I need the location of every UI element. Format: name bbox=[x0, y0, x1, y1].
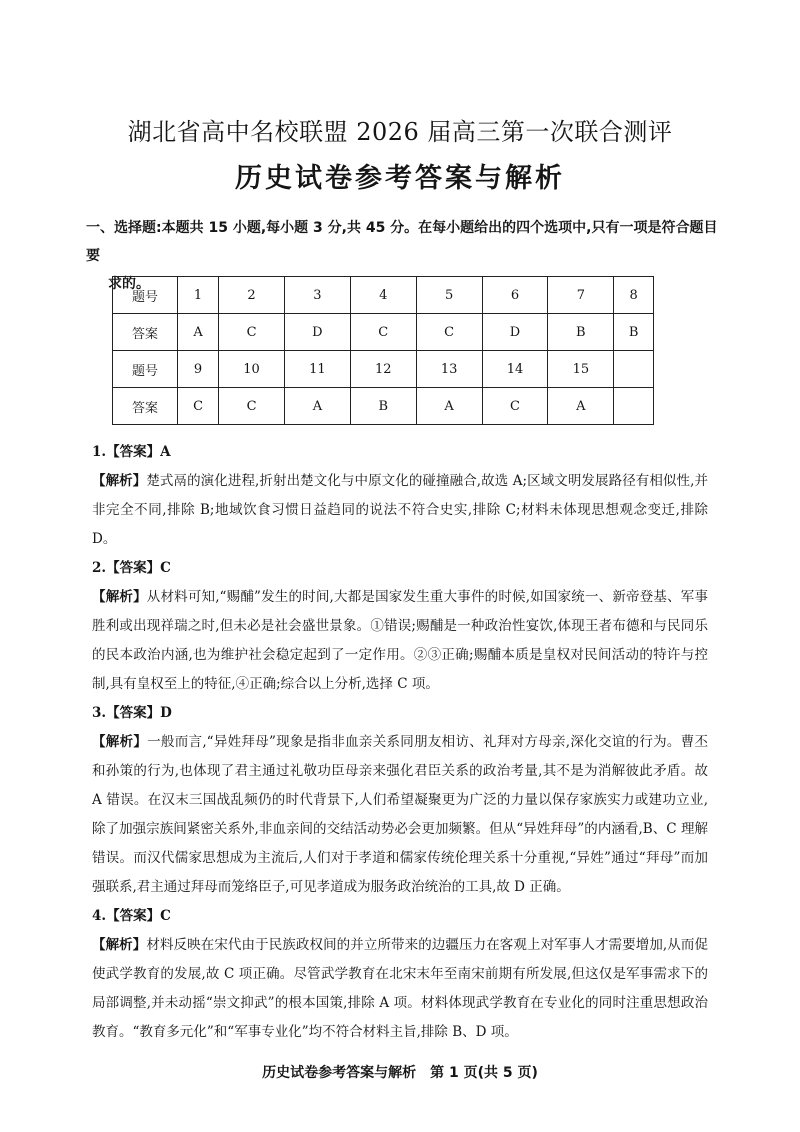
table-cell: 6 bbox=[482, 277, 548, 314]
table-cell: A bbox=[548, 388, 614, 425]
table-cell: 3 bbox=[284, 277, 350, 314]
analysis-paragraph bbox=[92, 583, 708, 699]
question-block bbox=[92, 902, 708, 1047]
number-label: 题号 bbox=[113, 277, 178, 314]
analysis-text: 一般而言,“异姓拜母”现象是指非血亲关系同朋友相访、礼拜对方母亲,深化交谊的行为。曹丕和孙策的行为,也体现了君主通过礼敬功臣母亲来强化君臣关系的政治考量,其不是为消解彼此矛盾。故 A 错误。在汉末三国战乱频仍的时代背景下,人们希望凝聚更为广泛的力量以保存家族实力或建功立业,除了加强宗族间紧密关系外,非血亲间的交结活动势必会更加频繁。但从“异姓拜母”的内涵看,B、C 理解错误。而汉代儒家思想成为主流后,人们对于孝道和儒家传统伦理关系十分重视,“异姓”通过“拜母”而加强联系,君主通过拜母而笼络臣子,可见孝道成为服务政治统治的工具,故 D 正确。 bbox=[92, 734, 709, 895]
table-cell: 15 bbox=[548, 351, 614, 388]
document-subtitle: 历史试卷参考答案与解析 bbox=[235, 163, 565, 194]
question-block bbox=[92, 438, 708, 554]
table-cell: 11 bbox=[284, 351, 350, 388]
table-row bbox=[113, 351, 654, 388]
answer-line: 3.【答案】D bbox=[92, 705, 172, 721]
analysis-paragraph bbox=[92, 467, 708, 554]
table-cell: C bbox=[178, 388, 219, 425]
exam-title: 湖北省高中名校联盟 2026 届高三第一次联合测评 bbox=[127, 118, 673, 146]
table-cell: B bbox=[614, 314, 654, 351]
analysis-text: 楚式鬲的演化进程,折射出楚文化与中原文化的碰撞融合,故选 A;区域文明发展路径有相似性,并非完全不同,排除 B;地域饮食习惯日益趋同的说法不符合史实,排除 C;材料未体现思想观念变迁,排除 D。 bbox=[92, 473, 708, 547]
answer-table bbox=[112, 276, 654, 425]
table-cell: B bbox=[350, 388, 416, 425]
table-cell: 13 bbox=[416, 351, 482, 388]
question-block bbox=[92, 699, 708, 902]
analysis-tag: 【解析】 bbox=[92, 473, 147, 489]
answer-line: 2.【答案】C bbox=[92, 560, 171, 576]
table-cell: C bbox=[219, 388, 285, 425]
table-cell: 1 bbox=[178, 277, 219, 314]
answer-label: 答案 bbox=[113, 314, 178, 351]
section-intro: 一、选择题:本题共 15 小题,每小题 3 分,共 45 分。在每小题给出的四个选项中,只有一项是符合题目要 bbox=[86, 220, 718, 264]
table-cell: B bbox=[548, 314, 614, 351]
table-cell: 4 bbox=[350, 277, 416, 314]
question-block bbox=[92, 554, 708, 699]
table-cell: D bbox=[482, 314, 548, 351]
table-cell: 7 bbox=[548, 277, 614, 314]
answer-line: 4.【答案】C bbox=[92, 908, 171, 924]
table-cell: 14 bbox=[482, 351, 548, 388]
analysis-paragraph bbox=[92, 931, 708, 1047]
table-row bbox=[113, 388, 654, 425]
table-cell: 10 bbox=[219, 351, 285, 388]
analysis-tag: 【解析】 bbox=[92, 734, 148, 750]
table-cell: 8 bbox=[614, 277, 654, 314]
table-cell: 9 bbox=[178, 351, 219, 388]
analysis-text: 从材料可知,“赐酺”发生的时间,大都是国家发生重大事件的时候,如国家统一、新帝登基、军事胜利或出现祥瑞之时,但未必是社会盛世景象。①错误;赐酺是一种政治性宴饮,体现王者布德和与民同乐的民本政治内涵,也为维护社会稳定起到了一定作用。②③正确;赐酺本质是皇权对民间活动的特许与控制,具有皇权至上的特征,④正确;综合以上分析,选择 C 项。 bbox=[92, 589, 709, 692]
table-cell bbox=[614, 388, 654, 425]
table-cell: A bbox=[416, 388, 482, 425]
table-cell: 12 bbox=[350, 351, 416, 388]
analysis-paragraph bbox=[92, 728, 708, 902]
answer-line: 1.【答案】A bbox=[92, 444, 171, 460]
analysis-text: 材料反映在宋代由于民族政权间的并立所带来的边疆压力在客观上对军事人才需要增加,从而促使武学教育的发展,故 C 项正确。尽管武学教育在北宋末年至南宋前期有所发展,但这仅是军事需求下的局部调整,并未动摇“崇文抑武”的根本国策,排除 A 项。材料体现武学教育在专业化的同时注重思想政治教育。“教育多元化”和“军事专业化”均不符合材料主旨,排除 B、D 项。 bbox=[92, 937, 708, 1040]
answer-explanations bbox=[92, 438, 708, 1047]
table-row bbox=[113, 314, 654, 351]
section-intro-continued: 求的。 bbox=[108, 276, 150, 292]
table-cell bbox=[614, 351, 654, 388]
table-cell: A bbox=[178, 314, 219, 351]
table-cell: C bbox=[416, 314, 482, 351]
page-footer: 历史试卷参考答案与解析 第 1 页(共 5 页) bbox=[262, 1065, 538, 1081]
table-cell: A bbox=[284, 388, 350, 425]
table-cell: 2 bbox=[219, 277, 285, 314]
table-cell: D bbox=[284, 314, 350, 351]
number-label: 题号 bbox=[113, 351, 178, 388]
table-cell: C bbox=[219, 314, 285, 351]
answer-label: 答案 bbox=[113, 388, 178, 425]
analysis-tag: 【解析】 bbox=[92, 589, 147, 605]
table-cell: C bbox=[482, 388, 548, 425]
table-row bbox=[113, 277, 654, 314]
table-cell: 5 bbox=[416, 277, 482, 314]
table-cell: C bbox=[350, 314, 416, 351]
analysis-tag: 【解析】 bbox=[92, 937, 147, 953]
